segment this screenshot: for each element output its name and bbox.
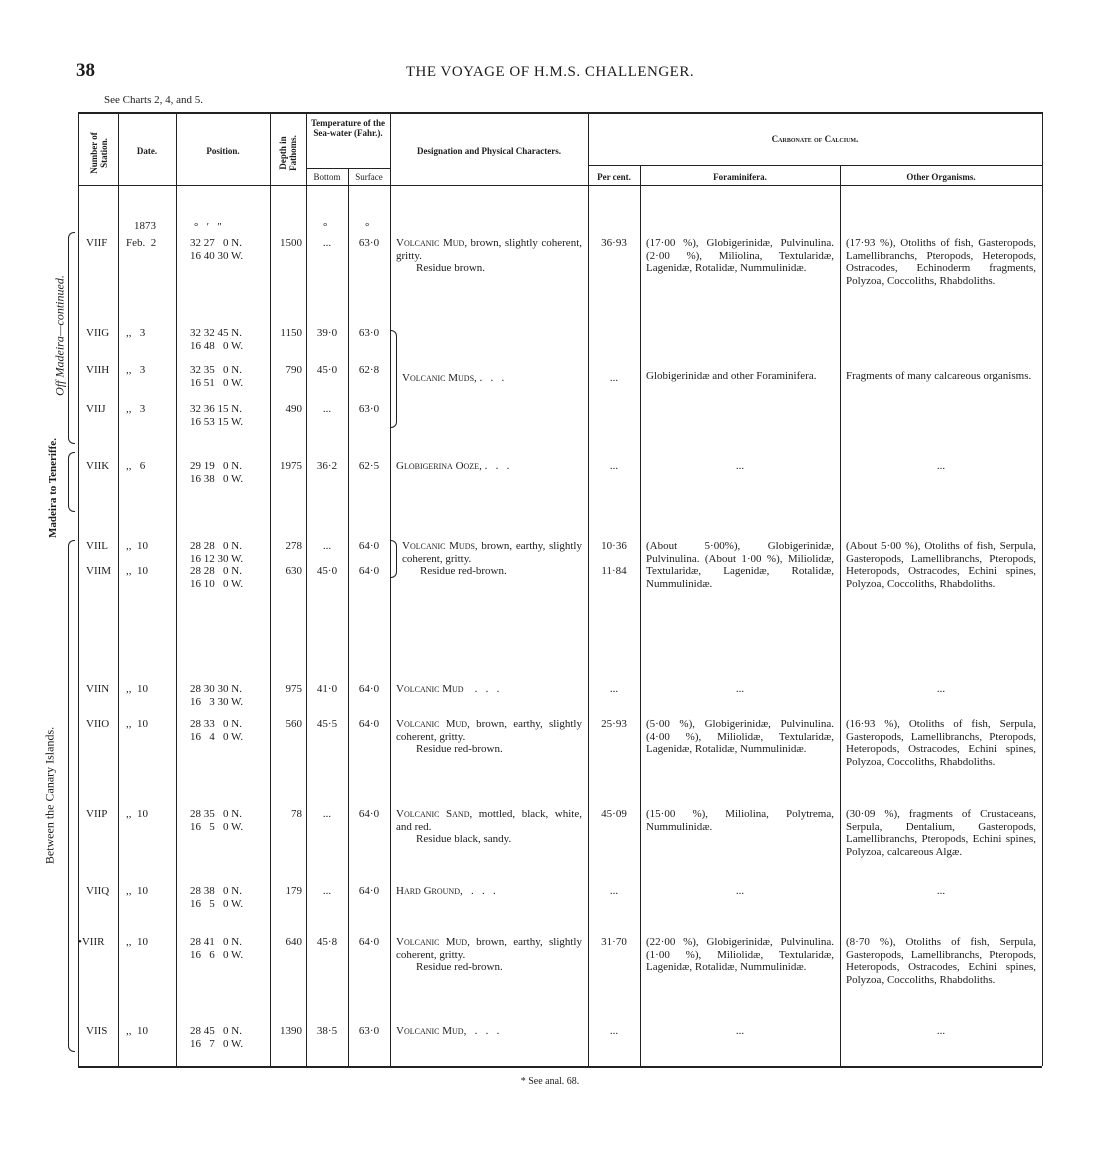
per-cent-cell: 45·09 bbox=[601, 808, 627, 820]
table-row-position: 28 38 0 N. 16 5 0 W. bbox=[190, 885, 244, 910]
table-row-bottom-temp: 39·0 bbox=[316, 327, 338, 339]
designation-cell bbox=[396, 1025, 499, 1038]
table-row-date: ,, 10 bbox=[126, 808, 148, 820]
other-organisms-cell: (17·93 %), Otoliths of fish, Gasteropods, Lamellibranchs, Pteropods, Heteropods, Ostracodes, Echinoderm fragments, Polyzoa, Coccoliths, Rhabdoliths. bbox=[846, 237, 1036, 287]
table-row-date: ,, 3 bbox=[126, 327, 146, 339]
table-row-surface-temp: 64·0 bbox=[358, 885, 380, 897]
depth-header: Depth in Fathoms. bbox=[278, 135, 298, 171]
table-row-position: 28 28 0 N. 16 10 0 W. bbox=[190, 565, 244, 590]
per-cent-cell: ... bbox=[609, 885, 619, 897]
region-label-madeira-text: Off Madeira—continued. bbox=[52, 275, 67, 396]
table-row-date: ,, 6 bbox=[126, 460, 146, 472]
other-organisms-cell: ... bbox=[936, 1025, 946, 1037]
col-rule bbox=[78, 112, 79, 1066]
per-cent-cell: ... bbox=[609, 1025, 619, 1037]
table-row-station: VIIH bbox=[86, 364, 110, 376]
table-row-station: VIIM bbox=[86, 565, 112, 577]
col-rule bbox=[588, 112, 589, 1066]
table-row-position: 32 27 0 N. 16 40 30 W. bbox=[190, 237, 244, 262]
designation-cell bbox=[396, 718, 582, 743]
degree-marks: ° ′ ″ bbox=[194, 221, 222, 233]
table-row-station: VIIL bbox=[86, 540, 108, 552]
table-row-date: ,, 10 bbox=[126, 683, 148, 695]
table-row-date: Feb. 2 bbox=[126, 237, 157, 249]
designation-type: Volcanic Sand, bbox=[396, 808, 473, 820]
designation-header: Designation and Physical Characters. bbox=[417, 146, 561, 156]
table-row-position: 28 41 0 N. 16 6 0 W. bbox=[190, 936, 244, 961]
table-row-surface-temp: 63·0 bbox=[358, 403, 380, 415]
designation-type: Hard Ground, bbox=[396, 885, 463, 897]
table-row-date: ,, 10 bbox=[126, 565, 148, 577]
col-rule bbox=[270, 112, 271, 1066]
other-organisms-cell: ... bbox=[936, 460, 946, 472]
table-row-surface-temp: 62·5 bbox=[358, 460, 380, 472]
designation-type: Volcanic Mud, bbox=[396, 1025, 467, 1037]
table-row-bottom-temp: 41·0 bbox=[316, 683, 338, 695]
designation-detail: brown, earthy, slightly coherent, gritty. bbox=[402, 540, 582, 565]
table-row-depth: 179 bbox=[285, 885, 302, 897]
per-cent-cell: 11·84 bbox=[601, 565, 627, 577]
foraminifera-cell: ... bbox=[735, 460, 745, 472]
table-row-depth: 1975 bbox=[280, 460, 302, 472]
foraminifera-cell: (5·00 %), Globigerinidæ, Pulvinulina. (4·00 %), Miliolidæ, Textularidæ, Lagenidæ, Rotalidæ, Nummulinidæ. bbox=[646, 718, 834, 755]
table-row-date: ,, 10 bbox=[126, 540, 148, 552]
leader-dots: . . . bbox=[484, 460, 510, 472]
other-organisms-cell: (8·70 %), Otoliths of fish, Serpula, Gasteropods, Lamellibranchs, Pteropods, Heteropods, Ostracodes, Echini spines, Polyzoa, Coccoliths, Rhabdoliths. bbox=[846, 936, 1036, 986]
temperature-header: Temperature of the Sea-water (Fahr.). bbox=[311, 118, 385, 138]
table-row-surface-temp: 64·0 bbox=[358, 683, 380, 695]
foraminifera-cell: (15·00 %), Miliolina, Polytrema, Nummulinidæ. bbox=[646, 808, 834, 833]
designation-type: Volcanic Mud, bbox=[396, 936, 470, 948]
table-row-depth: 278 bbox=[285, 540, 302, 552]
bottom-degree-mark: ° bbox=[323, 221, 328, 233]
designation-detail: mottled, black, white, and red. bbox=[396, 808, 582, 833]
table-row-bottom-temp: ... bbox=[322, 808, 332, 820]
table-row-depth: 975 bbox=[285, 683, 302, 695]
region-label-madeira bbox=[53, 246, 68, 426]
carbonate-header: Carbonate of Calcium. bbox=[771, 134, 859, 144]
table-row-date: ,, 10 bbox=[126, 885, 148, 897]
other-organisms-cell: (About 5·00 %), Otoliths of fish, Serpula, Gasteropods, Lamellibranchs, Pteropods, Heteropods, Ostracodes, Echini spines, Polyzoa, Coccoliths, Rhabdoliths. bbox=[846, 540, 1036, 590]
col-rule bbox=[176, 112, 177, 1066]
table-row-date: ,, 10 bbox=[126, 936, 148, 948]
table-row-bottom-temp: 45·0 bbox=[316, 364, 338, 376]
bottom-header: Bottom bbox=[313, 172, 341, 182]
designation-cell bbox=[402, 540, 582, 565]
station-header: Number of Station. bbox=[89, 132, 109, 174]
foraminifera-cell: Globigerinidæ and other Foraminifera. bbox=[646, 370, 817, 382]
designation-cell bbox=[396, 936, 582, 961]
other-organisms-cell: ... bbox=[936, 885, 946, 897]
per-cent-cell: 31·70 bbox=[601, 936, 627, 948]
table-row-surface-temp: 64·0 bbox=[358, 936, 380, 948]
foraminifera-cell: (17·00 %), Globigerinidæ, Pulvinulina. (2·00 %), Miliolina, Textularidæ, Lagenidæ, Rotalidæ, Nummulinidæ. bbox=[646, 237, 834, 274]
designation-cell bbox=[402, 372, 504, 385]
other-organisms-cell: ... bbox=[936, 683, 946, 695]
table-row-bottom-temp: ... bbox=[322, 885, 332, 897]
designation-type: Volcanic Mud, bbox=[396, 718, 470, 730]
carbonate-subheader-rule bbox=[588, 165, 1042, 166]
other-organisms-cell: (30·09 %), fragments of Crustaceans, Serpula, Dentalium, Gasteropods, Lamellibranchs, Pteropods, Echini spines, Polyzoa, calcareous Algæ. bbox=[846, 808, 1036, 858]
designation-cell bbox=[396, 460, 509, 473]
table-row-bottom-temp: ... bbox=[322, 237, 332, 249]
table-row-position: 28 28 0 N. 16 12 30 W. bbox=[190, 540, 244, 565]
designation-detail: brown, earthy, slightly coherent, gritty. bbox=[396, 936, 582, 961]
table-top-rule bbox=[78, 112, 1042, 114]
table-row-depth: 78 bbox=[291, 808, 302, 820]
leader-dots: . . . bbox=[474, 1025, 500, 1037]
col-rule bbox=[118, 112, 119, 1066]
foraminifera-cell: (22·00 %), Globigerinidæ, Pulvinulina. (1·00 %), Miliolidæ, Textularidæ, Lagenidæ, Rotalidæ, Nummulinidæ. bbox=[646, 936, 834, 973]
residue-note: Residue black, sandy. bbox=[416, 833, 512, 845]
col-rule bbox=[1042, 112, 1043, 1066]
leader-dots: . . . bbox=[474, 683, 500, 695]
table-row-bottom-temp: ... bbox=[322, 403, 332, 415]
foraminifera-cell: ... bbox=[735, 1025, 745, 1037]
table-row-bottom-temp: 45·0 bbox=[316, 565, 338, 577]
table-row-bottom-temp: 45·5 bbox=[316, 718, 338, 730]
designation-type: Volcanic Muds, bbox=[402, 372, 477, 384]
year-label: 1873 bbox=[134, 220, 156, 232]
per-cent-cell: ... bbox=[609, 683, 619, 695]
table-row-bottom-temp: 38·5 bbox=[316, 1025, 338, 1037]
table-row-surface-temp: 63·0 bbox=[358, 327, 380, 339]
table-row-position: 32 36 15 N. 16 53 15 W. bbox=[190, 403, 244, 428]
table-row-station: VIIG bbox=[86, 327, 110, 339]
residue-note: Residue brown. bbox=[416, 262, 486, 274]
other-organisms-header: Other Organisms. bbox=[906, 172, 976, 182]
group-brace bbox=[390, 540, 397, 578]
table-row-station: VIIK bbox=[86, 460, 110, 472]
table-row-station: VIIS bbox=[86, 1025, 108, 1037]
table-row-station: VIIJ bbox=[86, 403, 106, 415]
table-row-station: VIIP bbox=[86, 808, 108, 820]
designation-type: Volcanic Mud bbox=[396, 683, 464, 695]
table-row-station: VIIO bbox=[86, 718, 110, 730]
foraminifera-cell: ... bbox=[735, 885, 745, 897]
per-cent-cell: ... bbox=[609, 460, 619, 472]
designation-detail: brown, slightly coherent, gritty. bbox=[396, 237, 582, 262]
designation-cell bbox=[396, 885, 496, 898]
table-row-date: ,, 10 bbox=[126, 718, 148, 730]
date-header: Date. bbox=[136, 146, 158, 156]
charts-reference: See Charts 2, 4, and 5. bbox=[104, 94, 203, 106]
per-cent-cell: ... bbox=[609, 372, 619, 384]
table-row-bottom-temp: 36·2 bbox=[316, 460, 338, 472]
table-row-bottom-temp: 45·8 bbox=[316, 936, 338, 948]
table-row-position: 29 19 0 N. 16 38 0 W. bbox=[190, 460, 244, 485]
table-row-depth: 1150 bbox=[280, 327, 302, 339]
footnote: * See anal. 68. bbox=[520, 1076, 580, 1087]
table-row-position: 28 33 0 N. 16 4 0 W. bbox=[190, 718, 244, 743]
table-row-bottom-temp: ... bbox=[322, 540, 332, 552]
per-cent-cell: 25·93 bbox=[601, 718, 627, 730]
table-row-position: 32 32 45 N. 16 48 0 W. bbox=[190, 327, 244, 352]
region-brace bbox=[68, 540, 75, 1052]
position-header: Position. bbox=[206, 146, 240, 156]
col-rule bbox=[840, 165, 841, 1066]
designation-type: Globigerina Ooze, bbox=[396, 460, 482, 472]
table-row-surface-temp: 64·0 bbox=[358, 718, 380, 730]
table-row-position: 28 30 30 N. 16 3 30 W. bbox=[190, 683, 244, 708]
leader-dots: . . . bbox=[470, 885, 496, 897]
table-bottom-rule bbox=[78, 1066, 1042, 1068]
table-row-position: 28 35 0 N. 16 5 0 W. bbox=[190, 808, 244, 833]
col-rule bbox=[348, 168, 349, 1066]
per-cent-cell: 10·36 bbox=[601, 540, 627, 552]
surface-degree-mark: ° bbox=[365, 221, 370, 233]
table-row-depth: 560 bbox=[285, 718, 302, 730]
residue-note: Residue red-brown. bbox=[420, 565, 507, 577]
table-row-surface-temp: 63·0 bbox=[358, 1025, 380, 1037]
table-row-depth: 490 bbox=[285, 403, 302, 415]
page-title: THE VOYAGE OF H.M.S. CHALLENGER. bbox=[405, 64, 695, 80]
table-row-depth: 1500 bbox=[280, 237, 302, 249]
foraminifera-header: Foraminifera. bbox=[713, 172, 767, 182]
col-rule bbox=[306, 112, 307, 1066]
page-number: 38 bbox=[76, 60, 95, 81]
group-brace bbox=[390, 330, 397, 428]
col-rule bbox=[390, 112, 391, 1066]
surface-header: Surface bbox=[355, 172, 383, 182]
table-row-depth: 640 bbox=[285, 936, 302, 948]
header-bottom-rule bbox=[78, 185, 1042, 186]
table-row-depth: 630 bbox=[285, 565, 302, 577]
table-row-surface-temp: 64·0 bbox=[358, 540, 380, 552]
residue-note: Residue red-brown. bbox=[416, 961, 503, 973]
designation-cell bbox=[396, 237, 582, 262]
table-row-surface-temp: 62·8 bbox=[358, 364, 380, 376]
col-rule bbox=[640, 165, 641, 1066]
designation-cell bbox=[396, 683, 499, 696]
designation-detail: brown, earthy, slightly coherent, gritty. bbox=[396, 718, 582, 743]
table-row-station: •VIIR bbox=[78, 936, 105, 948]
table-row-date: ,, 3 bbox=[126, 403, 146, 415]
table-row-position: 28 45 0 N. 16 7 0 W. bbox=[190, 1025, 244, 1050]
table-row-depth: 790 bbox=[285, 364, 302, 376]
table-row-surface-temp: 63·0 bbox=[358, 237, 380, 249]
region-label-tenerife: Madeira to Teneriffe. bbox=[47, 438, 59, 538]
per-cent-cell: 36·93 bbox=[601, 237, 627, 249]
table-row-position: 32 35 0 N. 16 51 0 W. bbox=[190, 364, 244, 389]
table-row-depth: 1390 bbox=[280, 1025, 302, 1037]
region-brace bbox=[68, 232, 75, 444]
foraminifera-cell: (About 5·00%), Globigerinidæ, Pulvinulina. (About 1·00 %), Miliolidæ, Textularidæ, Lagenidæ, Rotalidæ, Nummulinidæ. bbox=[646, 540, 834, 590]
leader-dots: . . . bbox=[479, 372, 505, 384]
table-row-surface-temp: 64·0 bbox=[358, 565, 380, 577]
per-cent-header: Per cent. bbox=[597, 172, 631, 182]
table-row-station: VIIQ bbox=[86, 885, 110, 897]
table-row-surface-temp: 64·0 bbox=[358, 808, 380, 820]
residue-note: Residue red-brown. bbox=[416, 743, 503, 755]
designation-cell bbox=[396, 808, 582, 833]
other-organisms-cell: (16·93 %), Otoliths of fish, Serpula, Gasteropods, Lamellibranchs, Pteropods, Heteropods, Ostracodes, Echini spines, Polyzoa, Coccoliths, Rhabdoliths. bbox=[846, 718, 1036, 768]
designation-type: Volcanic Muds, bbox=[402, 540, 478, 552]
table-row-station: VIIF bbox=[86, 237, 108, 249]
foraminifera-cell: ... bbox=[735, 683, 745, 695]
table-row-station: VIIN bbox=[86, 683, 110, 695]
table-row-date: ,, 10 bbox=[126, 1025, 148, 1037]
designation-type: Volcanic Mud, bbox=[396, 237, 468, 249]
other-organisms-cell: Fragments of many calcareous organisms. bbox=[846, 370, 1032, 382]
region-label-canary: Between the Canary Islands. bbox=[42, 726, 57, 865]
table-row-date: ,, 3 bbox=[126, 364, 146, 376]
